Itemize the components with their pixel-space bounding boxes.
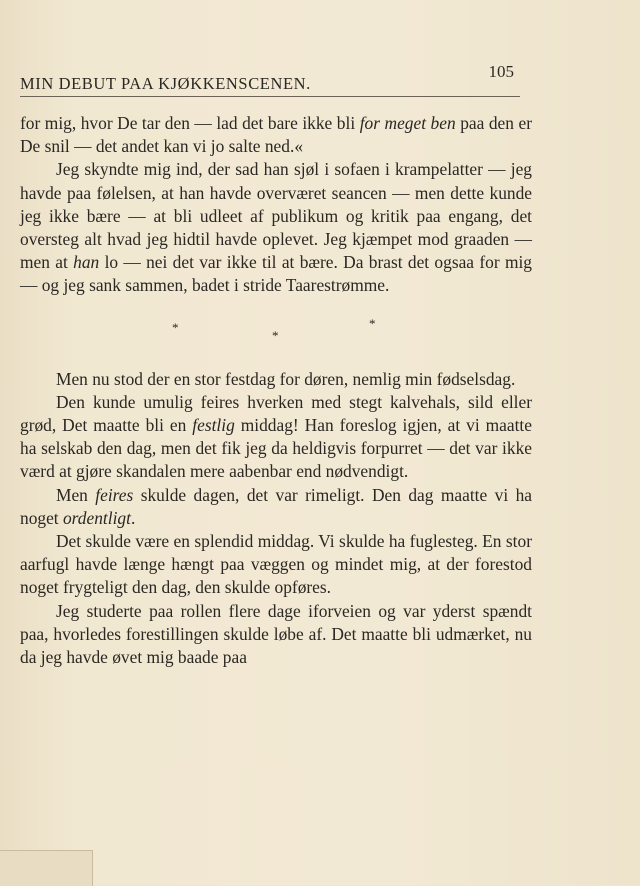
paragraph-3 [20,368,532,391]
text-run: at [55,252,74,273]
text-run: Men nu stod der en stor festdag for døren, nemlig min fødselsdag. [56,368,516,389]
text-run: lo — nei det var ikke til at bære. Da brast det ogsaa for mig — og jeg sank sammen, badet i stride Taarestrømme. [20,252,532,296]
text-run: skulde dagen, det var rimeligt. Den dag maatte vi ha noget [20,484,532,528]
text-run: Jeg studerte paa rollen flere dage iforveien og var yderst spændt paa, hvorledes forestillingen skulde løbe af. Det maatte bli udmærket, nu da jeg havde øvet mig baade paa [20,600,532,668]
text-run: . [130,507,136,528]
emphasis: han [73,252,100,273]
emphasis: ordentligt [62,507,131,528]
paragraph-6 [20,530,532,600]
asterisk: * [369,315,376,331]
emphasis: festlig [192,415,235,436]
text-run: Den kunde umulig feires hverken med stegt kalvehals, sild eller grød, Det maatte bli en [20,391,532,436]
running-header [20,62,520,97]
text-run: Jeg skyndte mig ind, der sad han sjøl i sofaen i krampelatter — jeg havde paa følelsen, at han havde overværet seancen — men dette kunde jeg ikke bære — at bli udleet af publikum og kritik paa engang, det oversteg alt hvad jeg hidtil havde oplevet. Jeg kjæmpet mod graaden — men [20,159,532,273]
paragraph-7 [20,600,532,670]
page-number: 105 [488,62,514,81]
section-break [20,304,532,360]
asterisk: * [172,319,179,335]
emphasis: feires [95,484,134,505]
emphasis: for meget ben [359,113,456,133]
asterisk: * [272,327,279,343]
body-text [20,112,532,669]
page-edge-mark [0,850,93,886]
paragraph-1 [20,112,532,158]
text-run: middag! Han foreslog igjen, at vi maatte ha selskab den dag, men det fik jeg da heldigvis forpurret — det var ikke værd at gjøre skandalen mere aabenbar end nødvendigt. [20,415,532,482]
paragraph-2 [20,158,532,297]
text-run: Men [56,484,96,505]
text-run: for mig, hvor De tar den — lad det bare ikke bli [20,113,360,133]
paragraph-5 [20,484,532,530]
text-run: Det skulde være en splendid middag. Vi skulde ha fuglesteg. En stor aarfugl havde længe hængt paa væggen og mindet mig, at der forestod noget frygteligt den dag, den skulde opføres. [20,531,532,598]
paragraph-4 [20,391,532,484]
text-run: paa den er De snil — det andet kan vi jo salte ned.« [20,113,532,157]
running-title: MIN DEBUT PAA KJØKKENSCENEN. [20,74,311,93]
